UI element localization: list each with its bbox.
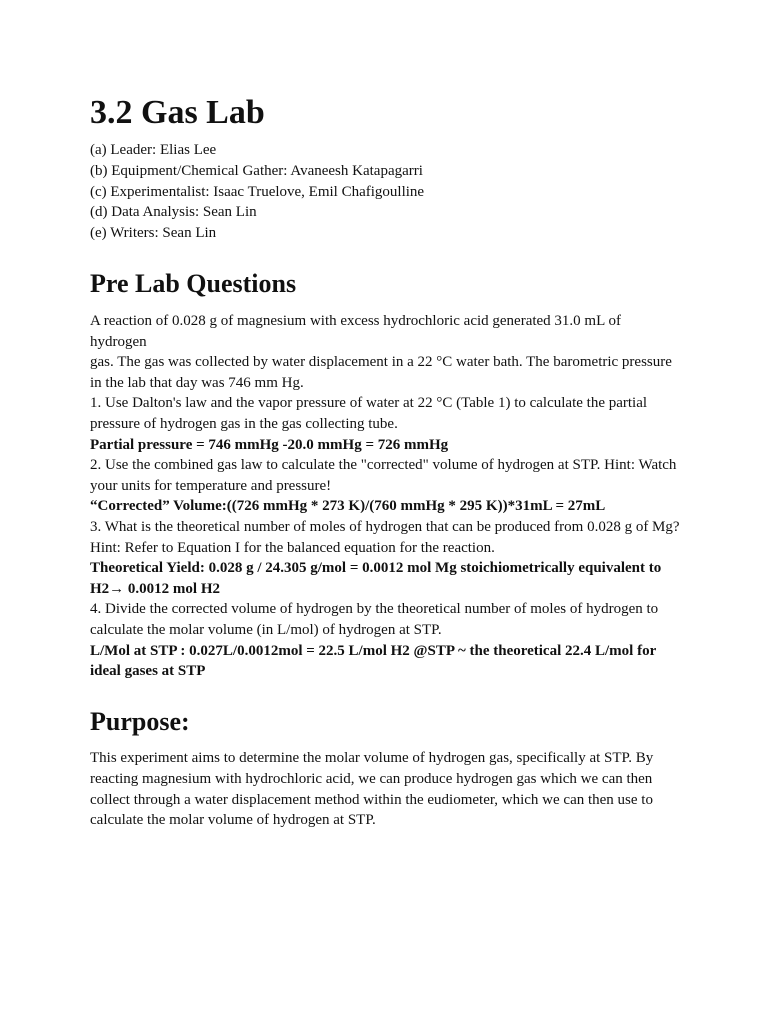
prelab-section: [90, 311, 680, 682]
answer-1: Partial pressure = 746 mmHg -20.0 mmHg = 726 mmHg: [90, 436, 449, 453]
purpose-text: This experiment aims to determine the molar volume of hydrogen gas, specifically at STP. By reacting magnesium with hydrochloric acid, we can produce hydrogen gas which we can then collect through a water displacement method within the eudiometer, which we can then use to calculate the molar volume of hydrogen at STP.: [90, 750, 654, 829]
prelab-intro-line1: A reaction of 0.028 g of magnesium with excess hydrochloric acid generated 31.0 mL of hydrogen: [90, 313, 621, 350]
role-list: [90, 140, 424, 244]
question-4: 4. Divide the corrected volume of hydrogen by the theoretical number of moles of hydrogen to calculate the molar volume (in L/mol) of hydrogen at STP.: [90, 601, 659, 638]
question-3: 3. What is the theoretical number of moles of hydrogen that can be produced from 0.028 g of Mg? Hint: Refer to Equation I for the balanced equation for the reaction.: [90, 518, 680, 556]
page-title: 3.2 Gas Lab: [90, 94, 265, 131]
role-equipment-gather: (b) Equipment/Chemical Gather: Avaneesh Katapagarri: [90, 162, 423, 179]
answer-2: “Corrected” Volume:((726 mmHg * 273 K)/(760 mmHg * 295 K))*31mL = 27mL: [90, 498, 606, 515]
purpose-heading: Purpose:: [90, 707, 190, 736]
prelab-heading: Pre Lab Questions: [90, 269, 297, 298]
question-1: 1. Use Dalton's law and the vapor pressure of water at 22 °C (Table 1) to calculate the partial pressure of hydrogen gas in the gas collecting tube.: [90, 395, 648, 432]
answer-4: L/Mol at STP : 0.027L/0.0012mol = 22.5 L/mol H2 @STP ~ the theoretical 22.4 L/mol for ideal gases at STP: [90, 642, 656, 680]
prelab-intro-line2: gas. The gas was collected by water displacement in a 22 °C water bath. The barometric pressure in the lab that day was 746 mm Hg.: [90, 354, 672, 391]
role-writers: (e) Writers: Sean Lin: [90, 225, 217, 241]
role-leader: (a) Leader: Elias Lee: [90, 142, 217, 158]
answer-3: Theoretical Yield: 0.028 g / 24.305 g/mol = 0.0012 mol Mg stoichiometrically equivalent to H2→ 0.0012 mol H2: [90, 560, 662, 597]
question-2: 2. Use the combined gas law to calculate the "corrected" volume of hydrogen at STP. Hint: Watch your units for temperature and pressure!: [90, 457, 677, 494]
role-experimentalist: (c) Experimentalist: Isaac Truelove, Emil Chafigoulline: [90, 183, 425, 200]
role-data-analysis: (d) Data Analysis: Sean Lin: [90, 204, 257, 221]
